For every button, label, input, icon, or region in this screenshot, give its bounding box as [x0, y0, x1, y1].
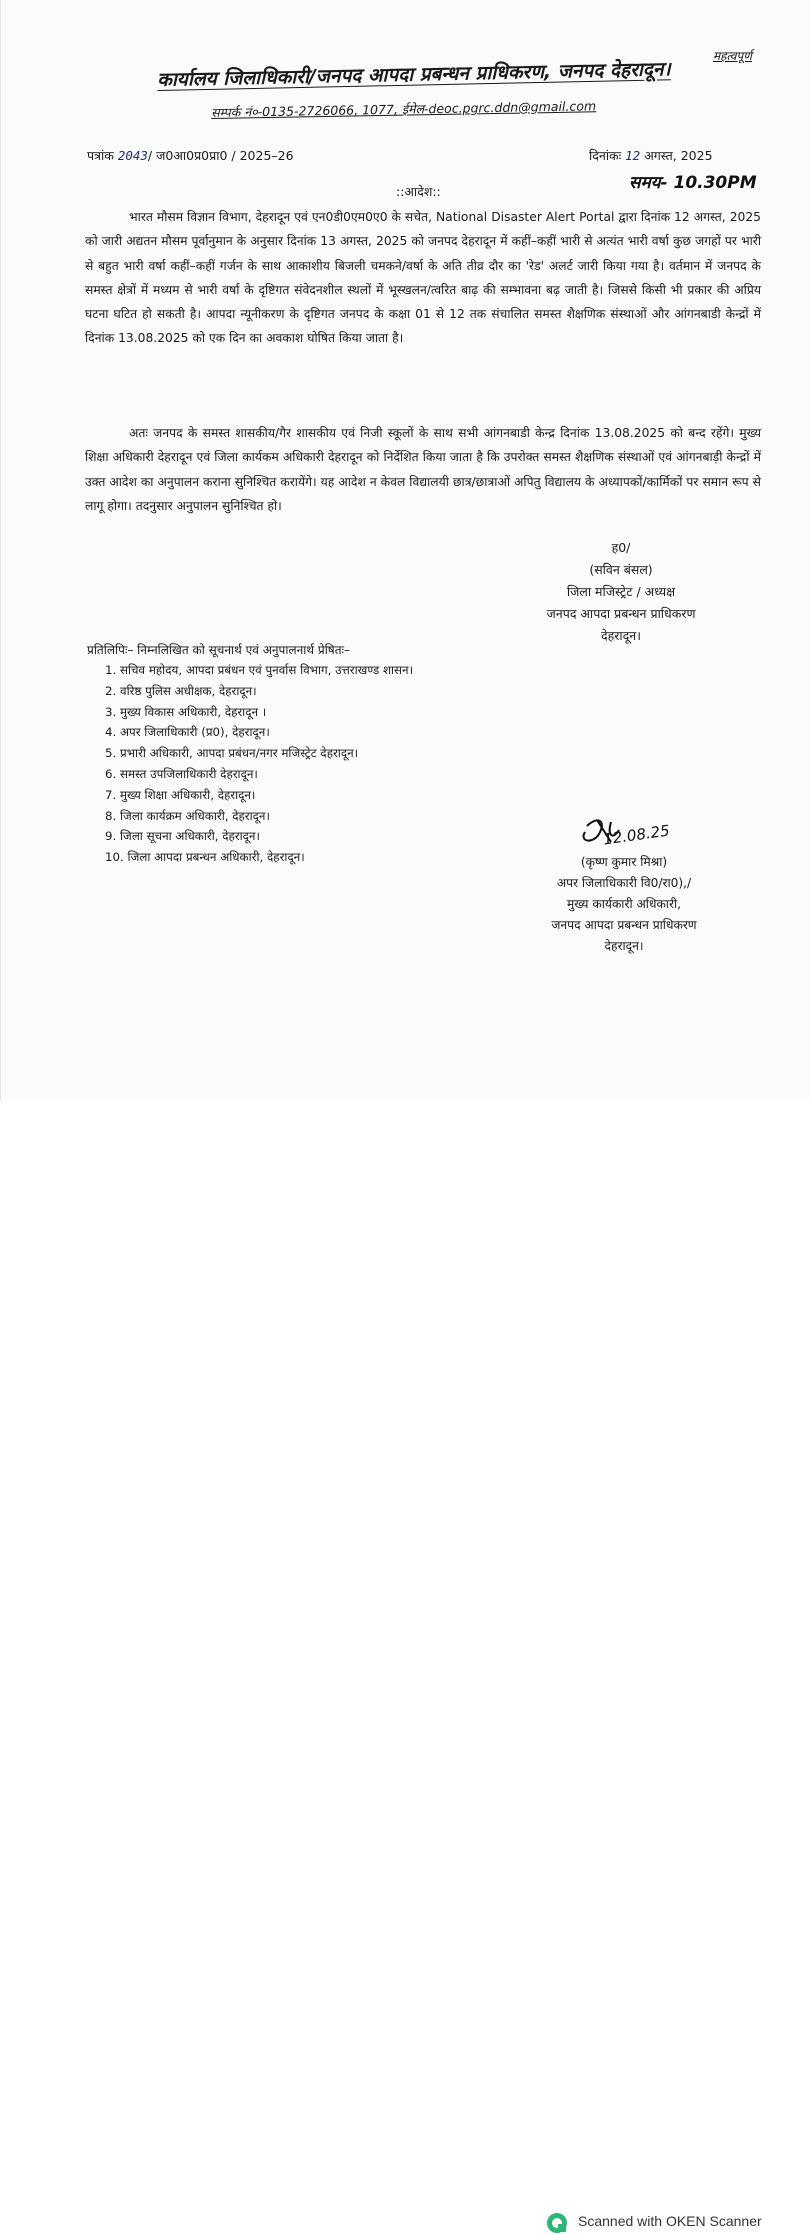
- priority-note: महत्वपूर्ण: [713, 49, 752, 63]
- date-rest: अगस्त, 2025: [640, 148, 713, 163]
- list-item: 10. जिला आपदा प्रबन्धन अधिकारी, देहरादून।: [105, 850, 305, 865]
- office-title: कार्यालय जिलाधिकारी/जनपद आपदा प्रबन्धन प्राधिकरण, जनपद देहरादून।: [157, 58, 671, 91]
- date-label: दिनांकः: [589, 148, 626, 163]
- date-day-handwritten: 12: [625, 148, 641, 163]
- dm-authority: जनपद आपदा प्रबन्धन प्राधिकरण: [546, 606, 696, 621]
- letter-number: [87, 147, 294, 164]
- letter-number-handwritten: 2043: [117, 148, 148, 163]
- copy-to-intro: प्रतिलिपिः– निम्नलिखित को सूचनार्थ एवं अनुपालनार्थ प्रेषितः–: [87, 643, 350, 657]
- list-item: 1. सचिव महोदय, आपदा प्रबंधन एवं पुनर्वास विभाग, उत्तराखण्ड शासन।: [105, 663, 414, 677]
- list-item: 3. मुख्य विकास अधिकारी, देहरादून ।: [105, 704, 267, 719]
- list-item: 9. जिला सूचना अधिकारी, देहरादून।: [105, 829, 260, 844]
- adm-name: (कृष्ण कुमार मिश्रा): [580, 855, 668, 869]
- order-heading: ::आदेश::: [396, 184, 441, 199]
- signature-date-handwritten: 12.08.25: [602, 821, 671, 849]
- adm-designation-2: मुख्य कार्यकारी अधिकारी,: [567, 897, 681, 911]
- list-item: 6. समस्त उपजिलाधिकारी देहरादून।: [105, 766, 258, 781]
- date-line: [589, 147, 713, 164]
- copy-to-list: [105, 660, 413, 868]
- dm-name: (सविन बंसल): [589, 562, 653, 577]
- adm-authority: जनपद आपदा प्रबन्धन प्राधिकरण: [551, 918, 697, 932]
- letter-prefix: पत्रांक: [87, 148, 118, 163]
- adm-designation: अपर जिलाधिकारी वि0/रा0),/: [556, 876, 692, 890]
- list-item: 2. वरिष्ठ पुलिस अधीक्षक, देहरादून।: [105, 683, 257, 698]
- adm-place: देहरादून।: [604, 939, 644, 953]
- adm-signature-block: [519, 852, 729, 957]
- list-item: 8. जिला कार्यक्रम अधिकारी, देहरादून।: [105, 808, 270, 823]
- letter-suffix: / ज0आ0प्र0प्रा0 / 2025–26: [147, 148, 294, 163]
- scanner-footer: [0, 1100, 810, 2229]
- contact-line: सम्पर्क नं०-0135-2726066, 1077, ईमेल-deoc.pgrc.ddn@gmail.com: [211, 98, 597, 120]
- list-item: 7. मुख्य शिक्षा अधिकारी, देहरादून।: [105, 787, 256, 802]
- document-page: [0, 0, 810, 1100]
- dm-signature-block: [521, 537, 721, 647]
- order-paragraph-1: भारत मौसम विज्ञान विभाग, देहरादून एवं एन0डी0एम0ए0 के सचेत, National Disaster Alert Portal द्वारा दिनांक 12 अगस्त, 2025 को जारी अद्यतन मौसम पूर्वानुमान के अनुसार दिनांक 13 अगस्त, 2025 को जनपद देहरादून में कहीं–कहीं भारी से अत्यंत भारी वर्षा कुछ जगहों पर भारी से बहुत भारी वर्षा कहीं–कहीं गर्जन के साथ आकाशीय बिजली चमकने/वर्षा के अति तीव्र दौर का 'रेड' अलर्ट जारी किया गया है। वर्तमान में जनपद के समस्त क्षेत्रों में मध्यम से भारी वर्षा के दृष्टिगत संवेदनशील स्थलों में भूस्खलन/त्वरित बाढ़ की सम्भावना बढ़ जाती है। जिससे किसी भी प्रकार की अप्रिय घटना घटित हो सकती है। आपदा न्यूनीकरण के दृष्टिगत जनपद के कक्षा 01 से 12 तक संचालित समस्त शैक्षणिक संस्थाओं और आंगनबाडी केन्द्रों में दिनांक 13.08.2025 को एक दिन का अवकाश घोषित किया जाता है।: [85, 210, 761, 346]
- time-note-handwritten: समय- 10.30PM: [629, 173, 757, 193]
- list-item: 4. अपर जिलाधिकारी (प्र0), देहरादून।: [105, 725, 270, 740]
- signed-mark: ह0/: [611, 540, 631, 555]
- dm-designation: जिला मजिस्ट्रेट / अध्यक्ष: [566, 584, 676, 599]
- dm-place: देहरादून।: [601, 628, 641, 643]
- list-item: 5. प्रभारी अधिकारी, आपदा प्रबंधन/नगर मजिस्ट्रेट देहरादून।: [105, 746, 359, 761]
- order-paragraph-2: अतः जनपद के समस्त शासकीय/गैर शासकीय एवं निजी स्कूलों के साथ सभी आंगनबाडी केन्द्र दिनांक 13.08.2025 को बन्द रहेंगे। मुख्य शिक्षा अधिकारी देहरादून एवं जिला कार्यकम अधिकारी देहरादून को निर्देशित किया जाता है कि उपरोक्त समस्त शैक्षणिक संस्थाओं एवं आंगनबाड़ी केन्द्रों में उक्त आदेश का अनुपालन कराना सुनिश्चित करायेंगे। यह आदेश न केवल विद्यालयी छात्र/छात्राओं अपितु विद्यालय के अध्यापकों/कार्मिकों पर समान रूप से लागू होगा। तदनुसार अनुपालन सुनिश्चित हो।: [85, 426, 761, 513]
- oken-scanner-logo-icon: [546, 2212, 568, 2234]
- scanner-watermark-text: Scanned with OKEN Scanner: [578, 2213, 762, 2229]
